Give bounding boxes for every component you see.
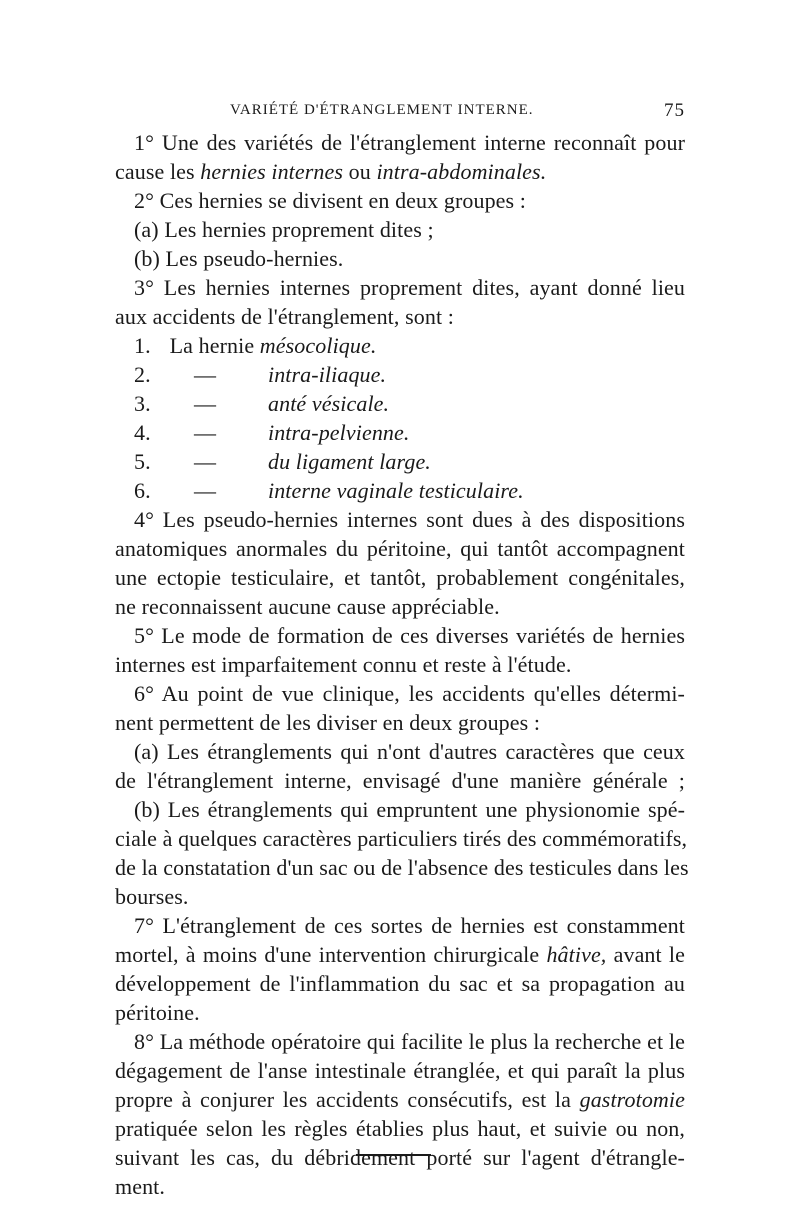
list-number: 2.	[134, 362, 151, 387]
list-prefix: —	[194, 478, 217, 503]
hernia-list-item	[115, 476, 685, 505]
paragraph-8-line-6: ment.	[115, 1174, 165, 1199]
hernia-name: du ligament large.	[268, 449, 431, 474]
paragraph-6-line-8: bourses.	[115, 884, 189, 909]
list-prefix: —	[194, 420, 217, 445]
paragraph-6-line-7: de la constatation d'un sac ou de l'absence des testicules dans les	[115, 855, 689, 880]
paragraph-8-line-3	[115, 1085, 685, 1114]
hernia-name: intra-pelvienne.	[268, 420, 410, 445]
paragraph-7-line-1: 7° L'étranglement de ces sortes de hernies est constamment	[134, 913, 685, 938]
hernia-name: intra-iliaque.	[268, 362, 387, 387]
list-prefix: —	[194, 362, 217, 387]
list-prefix: La hernie	[169, 333, 255, 358]
paragraph-4-line-2: anatomiques anormales du péritoine, qui tantôt accompagnent	[115, 536, 685, 561]
paragraph-8-line-2: dégagement de l'anse intestinale étranglée, et qui paraît la plus	[115, 1058, 685, 1083]
hernia-list-item	[115, 418, 685, 447]
list-prefix: —	[194, 391, 217, 416]
text-fragment: ou	[343, 159, 377, 184]
paragraph-7-line-4: péritoine.	[115, 1000, 200, 1025]
paragraph-4-line-4: ne reconnaissent aucune cause appréciable.	[115, 594, 500, 619]
paragraph-6-line-6: ciale à quelques caractères particuliers tirés des commémoratifs,	[115, 826, 688, 851]
paragraph-7-line-2	[115, 940, 685, 969]
list-number: 4.	[134, 420, 151, 445]
text-fragment: cause les	[115, 159, 201, 184]
italic-term: intra-abdominales.	[376, 159, 547, 184]
list-number: 5.	[134, 449, 151, 474]
running-head	[230, 100, 685, 126]
paragraph-4-line-1: 4° Les pseudo-hernies internes sont dues à des dispositions	[134, 507, 685, 532]
paragraph-1-line-1: 1° Une des variétés de l'étranglement interne reconnaît pour	[134, 130, 685, 155]
paragraph-8-line-4: pratiquée selon les règles établies plus haut, et suivie ou non,	[115, 1116, 685, 1141]
italic-term: hâtive,	[546, 942, 607, 967]
paragraph-3-line-1: 3° Les hernies internes proprement dites, ayant donné lieu	[134, 275, 685, 300]
italic-term: hernies internes	[200, 159, 344, 184]
italic-term: gastrotomie	[579, 1087, 685, 1112]
hernia-name: mésocolique.	[259, 333, 377, 358]
page-number: 75	[664, 100, 685, 121]
paragraph-6-line-5: (b) Les étranglements qui empruntent une physionomie spé-	[134, 797, 685, 822]
paragraph-5-line-1: 5° Le mode de formation de ces diverses variétés de hernies	[134, 623, 685, 648]
paragraph-2-item-a: (a) Les hernies proprement dites ;	[134, 217, 434, 242]
paragraph-1-line-2	[115, 157, 685, 186]
list-number: 6.	[134, 478, 151, 503]
paragraph-6-line-1: 6° Au point de vue clinique, les accidents qu'elles détermi-	[134, 681, 685, 706]
paragraph-4-line-3: une ectopie testiculaire, et tantôt, probablement congénitales,	[115, 565, 685, 590]
body-text	[115, 128, 689, 1201]
list-number: 3.	[134, 391, 151, 416]
list-number: 1.	[134, 333, 151, 358]
end-rule	[356, 1154, 431, 1156]
paragraph-5-line-2: internes est imparfaitement connu et reste à l'étude.	[115, 652, 572, 677]
hernia-name: interne vaginale testiculaire.	[268, 478, 524, 503]
paragraph-2-item-b: (b) Les pseudo-hernies.	[134, 246, 344, 271]
paragraph-3-line-2: aux accidents de l'étranglement, sont :	[115, 304, 454, 329]
text-fragment: mortel, à moins d'une intervention chirurgicale	[115, 942, 547, 967]
text-fragment: propre à conjurer les accidents consécutifs, est la	[115, 1087, 580, 1112]
paragraph-7-line-3: développement de l'inflammation du sac et sa propagation au	[115, 971, 685, 996]
paragraph-8-line-1: 8° La méthode opératoire qui facilite le plus la recherche et le	[134, 1029, 685, 1054]
paragraph-6-line-3: (a) Les étranglements qui n'ont d'autres caractères que ceux	[134, 739, 685, 764]
hernia-list-item	[115, 447, 685, 476]
paragraph-8-line-5: suivant les cas, du débridement porté sur l'agent d'étrangle-	[115, 1145, 685, 1170]
list-prefix: —	[194, 449, 217, 474]
running-title: VARIÉTÉ D'ÉTRANGLEMENT INTERNE.	[230, 102, 534, 118]
paragraph-6-line-4: de l'étranglement interne, envisagé d'une manière générale ;	[115, 768, 685, 793]
paragraph-2-line-1: 2° Ces hernies se divisent en deux groupes :	[134, 188, 527, 213]
paragraph-6-line-2: nent permettent de les diviser en deux groupes :	[115, 710, 541, 735]
hernia-list-item	[115, 331, 685, 360]
hernia-name: anté vésicale.	[268, 391, 390, 416]
hernia-list-item	[115, 360, 685, 389]
text-fragment: avant le	[606, 942, 686, 967]
hernia-list-item	[115, 389, 685, 418]
